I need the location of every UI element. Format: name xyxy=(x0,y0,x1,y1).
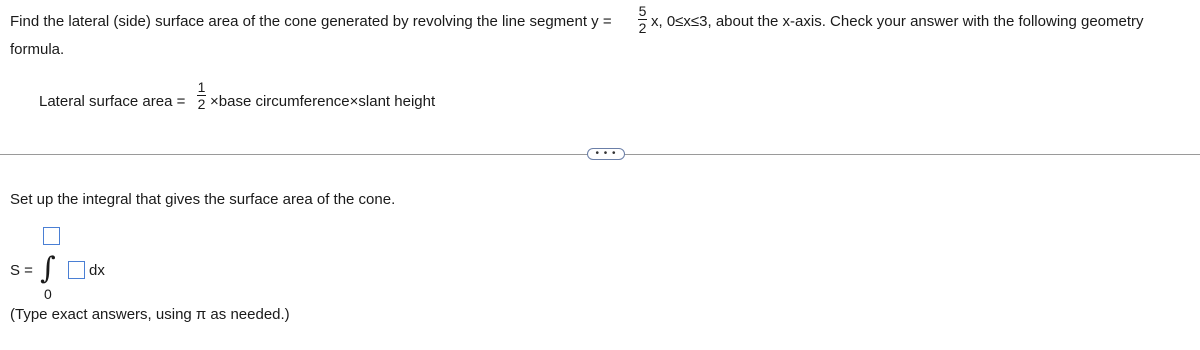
answer-note: (Type exact answers, using π as needed.) xyxy=(10,306,290,323)
part-prompt: Set up the integral that gives the surface area of the cone. xyxy=(10,191,396,208)
formula-fraction xyxy=(197,80,206,111)
formula-denominator: 2 xyxy=(197,96,206,112)
formula-right: ×base circumference×slant height xyxy=(210,93,436,110)
coefficient-numerator: 5 xyxy=(638,3,647,19)
formula-numerator: 1 xyxy=(197,79,206,95)
s-label: S = xyxy=(10,262,33,279)
upper-limit-input[interactable] xyxy=(43,227,60,245)
more-options-button[interactable]: • • • xyxy=(587,148,625,160)
question-line-1: Find the lateral (side) surface area of the cone generated by revolving the line segment y = xyxy=(10,13,612,30)
integral-sign: ∫ xyxy=(40,251,56,286)
coefficient-denominator: 2 xyxy=(638,20,647,36)
coefficient-fraction xyxy=(638,4,647,35)
question-line-1-tail: x, 0≤x≤3, about the x-axis. Check your answer with the following geometry xyxy=(651,13,1144,30)
lower-limit: 0 xyxy=(44,286,52,302)
formula-left: Lateral surface area = xyxy=(39,93,186,110)
integrand-input[interactable] xyxy=(68,261,85,279)
dx-label: dx xyxy=(89,262,105,279)
question-line-2: formula. xyxy=(10,41,65,58)
